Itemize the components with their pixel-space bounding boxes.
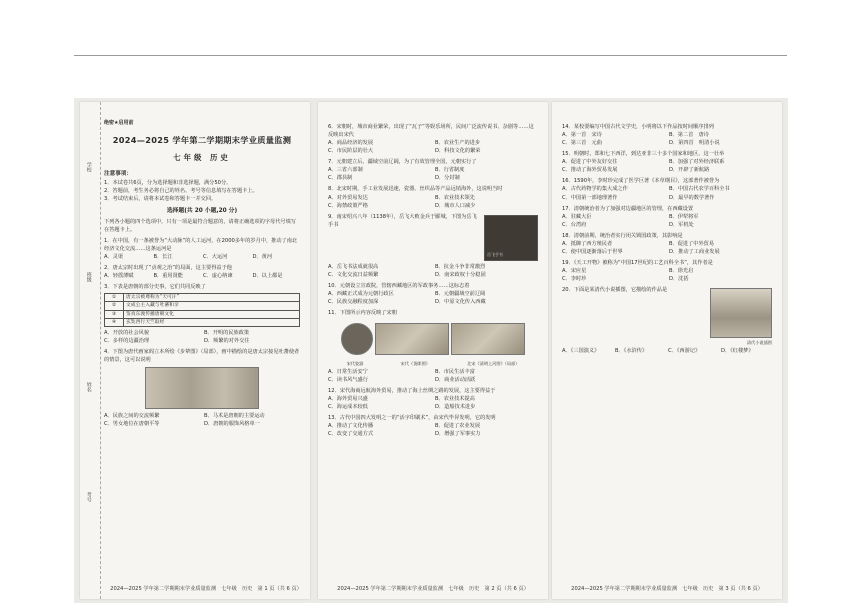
option-a: A．推动了文化传播 xyxy=(328,422,374,429)
question-16 xyxy=(562,177,772,201)
image-caption: 北宋《清明上河图》（局部） xyxy=(467,361,520,366)
option-a: A．抵御了西方殖民者 xyxy=(562,240,613,247)
question-text: 6．宋朝时，城市商业繁荣，出现了“瓦子”等娱乐场所，民间广泛流传说书、杂剧等……这反映出宋代 xyxy=(328,124,534,139)
option-c: C．多样的边疆治理 xyxy=(104,338,150,345)
section-heading: 选择题(共 20 小题,20 分) xyxy=(166,207,238,214)
question-3 xyxy=(104,283,300,345)
binding-label-class: 班级 xyxy=(85,272,92,282)
exam-page-3 xyxy=(552,102,782,599)
option-a: A．《三国演义》 xyxy=(562,347,600,354)
notice-item: 3．考试结束后，请将本试卷和答题卡一并交回。 xyxy=(104,195,217,202)
question-text: 2．唐太宗时出现了“贞观之治”的局面，这主要得益于他 xyxy=(104,265,232,272)
option-c: C．使中国逐渐落后于世界 xyxy=(562,248,623,255)
question-1 xyxy=(104,237,300,261)
coin-image xyxy=(341,323,373,355)
calligraphy-caption: 岳飞手书 xyxy=(487,252,503,258)
option-d: D．增强了军事实力 xyxy=(435,430,481,437)
page-footer: 2024—2025 学年第二学期期末学业质量监测 七年级 历史 第 2 页（共 6 页） xyxy=(337,585,529,592)
notice-item: 2．答题前，考生务必将自己的姓名、考号等信息填写在答题卡上。 xyxy=(104,187,258,194)
question-text: 12．宋代海商远航海外贸易，推动了海上丝绸之路的发展，这主要得益于 xyxy=(328,387,496,394)
question-text: 8．北宋时期，手工业发展迅速，瓷器、丝织品等产品远销海外，这说明当时 xyxy=(328,186,503,193)
question-text: 18．清朝前期，统治者实行闭关锁国政策，其影响是 xyxy=(562,232,683,239)
scanned-exam-paper xyxy=(74,98,788,603)
option-d: D．频繁的对外交往 xyxy=(204,338,250,345)
exam-page-2 xyxy=(318,102,548,599)
option-a: A．开放的社会风貌 xyxy=(104,330,150,336)
question-11 xyxy=(328,309,538,384)
option-c: C．郡县制 xyxy=(328,175,353,182)
question-text: 1．在中国，有一条被誉为“大动脉”的人工运河，在2000多年的岁月中，推动了南北经济文化交流……这条运河是 xyxy=(104,237,298,252)
option-a: A．三省六部制 xyxy=(328,167,363,174)
painting-image xyxy=(451,323,525,355)
option-b: B．徐光启 xyxy=(669,268,694,274)
option-d: D．沈括 xyxy=(669,276,689,283)
image-caption: 宋代《货郎图》 xyxy=(400,361,430,366)
option-b: B．开明的民族政策 xyxy=(204,330,250,336)
question-18 xyxy=(562,232,772,256)
option-d: D．《红楼梦》 xyxy=(721,347,754,354)
option-d: D．商业活动活跃 xyxy=(435,376,476,383)
option-d: D．开辟了新航路 xyxy=(669,167,710,174)
option-c: C．虚心纳谏 xyxy=(203,273,233,280)
option-d: D．分封制 xyxy=(435,175,460,182)
option-b: B．行省制度 xyxy=(435,167,465,174)
question-text: 3．下表是唐朝的部分史事，它们共同反映了 xyxy=(104,284,206,291)
calligraphy-image xyxy=(484,215,538,261)
option-b: B．加强了对外经济联系 xyxy=(669,159,725,166)
option-b: B．长江 xyxy=(153,254,173,260)
question-text: 7．元朝建立后，疆域空前辽阔，为了有效管理全国，元朝实行了 xyxy=(328,159,477,166)
option-b: B．马术是唐朝的主要运动 xyxy=(204,413,265,420)
question-text: 14．某校要编写中国古代文学史，小明将以下作品按时间顺序排列 xyxy=(562,124,714,130)
question-17 xyxy=(562,205,772,229)
option-a: A．西藏正式成为元朝行政区 xyxy=(328,290,394,297)
question-20 xyxy=(562,286,772,355)
page-footer: 2024—2025 学年第二学期期末学业质量监测 七年级 历史 第 1 页（共 6 页） xyxy=(110,585,302,592)
question-text: 17．清朝统治者为了加强对边疆地区的管理，在西藏设置 xyxy=(562,205,694,212)
question-15 xyxy=(562,150,772,174)
option-d: D．唐朝的服饰风格单一 xyxy=(204,421,260,428)
question-2 xyxy=(104,264,300,280)
option-c: C．中国第一部地理著作 xyxy=(562,194,618,201)
binding-margin xyxy=(80,102,101,599)
notice-item: 1．本试卷共6页，分为选择题和非选择题，满分50分。 xyxy=(104,179,232,186)
option-b: B．促进了农业发展 xyxy=(435,422,481,429)
history-table xyxy=(104,293,300,327)
option-a: A．促进了中外友好交往 xyxy=(562,159,618,166)
binding-label-number: 考号 xyxy=(85,492,92,502)
option-a: A．灵渠 xyxy=(104,254,124,260)
option-b: B．中国古代农学百科全书 xyxy=(669,186,730,193)
option-d: D．南宋政权十分稳固 xyxy=(435,271,486,278)
option-c: C．第三首 元曲 xyxy=(562,140,602,147)
top-rule xyxy=(74,55,787,56)
exam-page-1 xyxy=(80,102,310,599)
table-row: ③ 鉴真东渡传播唐朝文化 xyxy=(105,310,300,318)
question-19 xyxy=(562,259,772,283)
question-9 xyxy=(328,213,538,279)
question-8 xyxy=(328,185,538,209)
image-caption: 清代小说插图 xyxy=(746,340,772,346)
option-b: B．重用贤能 xyxy=(153,273,183,280)
option-a: A．海外贸易兴盛 xyxy=(328,395,368,402)
option-a: A．第一首 宋诗 xyxy=(562,132,602,139)
option-b: B．第二首 唐诗 xyxy=(669,132,709,139)
binding-label-school: 学校 xyxy=(85,162,92,172)
question-text: 9．南宋绍兴八年（1138年），岳飞大败金兵于郾城，下图为岳飞手书 xyxy=(328,213,477,228)
option-b: B．农业技术提高 xyxy=(435,395,475,402)
question-7 xyxy=(328,158,538,182)
question-4 xyxy=(104,348,300,428)
option-c: C．男女地位在唐朝平等 xyxy=(104,421,160,428)
option-c: C．海运成本较低 xyxy=(328,403,368,410)
option-d: D．第四首 明清小说 xyxy=(669,140,720,147)
question-10 xyxy=(328,282,538,306)
option-d: D．黄河 xyxy=(252,254,273,260)
option-c: C．海禁政策严格 xyxy=(328,202,368,209)
table-row: ① 唐太宗被尊称为“天可汗” xyxy=(105,294,300,302)
question-text: 11．下图所示内容反映了宋朝 xyxy=(328,309,397,316)
option-b: B．抗金斗争非常激烈 xyxy=(435,263,486,270)
option-b: B．《水浒传》 xyxy=(615,347,648,354)
option-c: C．大运河 xyxy=(203,254,228,260)
question-13 xyxy=(328,414,538,438)
option-d: D．最早的数学著作 xyxy=(669,194,715,201)
option-a: A．民族之间的交流频繁 xyxy=(104,413,160,420)
question-12 xyxy=(328,387,538,411)
option-c: C．台湾府 xyxy=(562,221,587,228)
option-c: C．改变了交通方式 xyxy=(328,430,374,437)
exam-subtitle: 七年级 历史 xyxy=(173,153,231,163)
option-c: C．民族交融程度加深 xyxy=(328,298,379,305)
option-d: D．造船技术进步 xyxy=(435,403,476,410)
question-6 xyxy=(328,123,538,155)
table-row: ② 文成公主入藏与吐蕃和亲 xyxy=(105,302,300,310)
option-b: B．市民生活丰富 xyxy=(435,368,475,375)
option-c: C．推动了海外贸易发展 xyxy=(562,167,618,174)
option-a: A．商品经济的发展 xyxy=(328,140,374,147)
option-d: D．中原文化传入西藏 xyxy=(435,298,486,305)
table-row: ④ 玄奘西行天竺取经 xyxy=(105,318,300,326)
novel-illustration-image xyxy=(710,288,772,338)
option-a: A．古代药物学的集大成之作 xyxy=(562,186,628,193)
option-a: A．轻徭薄赋 xyxy=(104,273,134,280)
option-c: C．市民阶层的壮大 xyxy=(328,148,374,155)
question-text: 19．《天工开物》被称为“中国17世纪的工艺百科全书”，其作者是 xyxy=(562,259,713,266)
option-d: D．以上都是 xyxy=(252,273,283,280)
option-b: B．农业技术领先 xyxy=(435,194,475,201)
option-b: B．农业生产的进步 xyxy=(435,140,481,147)
notice-heading: 注意事项： xyxy=(104,170,132,177)
scene-image xyxy=(375,323,449,355)
image-row xyxy=(328,320,538,358)
option-c: C．《西游记》 xyxy=(668,347,701,354)
option-b: B．元朝疆域空前辽阔 xyxy=(435,290,486,297)
option-a: A．对外贸易发达 xyxy=(328,194,368,201)
option-d: D．城市人口减少 xyxy=(435,202,476,209)
option-b: B．伊犁将军 xyxy=(669,213,699,220)
option-d: D．推动了工商业发展 xyxy=(669,248,720,255)
option-d: D．科技文化的繁荣 xyxy=(435,148,481,155)
secret-mark: 绝密★启用前 xyxy=(104,120,134,126)
exam-title: 2024—2025 学年第二学期期末学业质量监测 xyxy=(112,134,292,145)
page-footer: 2024—2025 学年第二学期期末学业质量监测 七年级 历史 第 3 页（共 6 页） xyxy=(571,585,763,592)
question-text: 4．下图为唐代画家阎立本所绘《步辇图》（局部），画中描绘的是唐太宗接见吐蕃使者的情景，这可以说明 xyxy=(104,349,300,364)
question-text: 13．古代中国四大发明之一的“活字印刷术”，由宋代毕昇发明，它的发明 xyxy=(328,414,496,421)
painting-image xyxy=(145,367,259,409)
question-text: 20．下面是某清代小说插图，它描绘的作品是 xyxy=(562,287,668,294)
option-d: D．军机处 xyxy=(669,221,694,228)
option-a: A．宋应星 xyxy=(562,268,587,274)
option-c: C．读书风气盛行 xyxy=(328,376,368,383)
question-14 xyxy=(562,123,772,147)
image-caption: 宋代瓷器 xyxy=(346,361,364,366)
option-c: C．文化交流日益频繁 xyxy=(328,271,379,278)
question-text: 15．明朝时，郑和七下西洋，到达亚非三十多个国家和地区，这一壮举 xyxy=(562,151,725,158)
binding-label-name: 姓名 xyxy=(85,382,92,392)
option-a: A．驻藏大臣 xyxy=(562,213,592,220)
option-c: C．李时珍 xyxy=(562,276,587,283)
option-a: A．日常生活安宁 xyxy=(328,368,368,375)
question-text: 10．元朝设立宣政院，管辖西藏地区的军政事务……这标志着 xyxy=(328,282,470,289)
option-b: B．促进了中外贸易 xyxy=(669,240,715,247)
section-description: 下列各小题的四个选项中，只有一项是最符合题意的，请将正确选项的字母代号填写在答题卡上。 xyxy=(104,218,296,233)
question-text: 16．1590年，李时珍完成了医学巨著《本草纲目》，这部著作被誉为 xyxy=(562,178,720,185)
option-a: A．岳飞书法成就很高 xyxy=(328,263,379,270)
